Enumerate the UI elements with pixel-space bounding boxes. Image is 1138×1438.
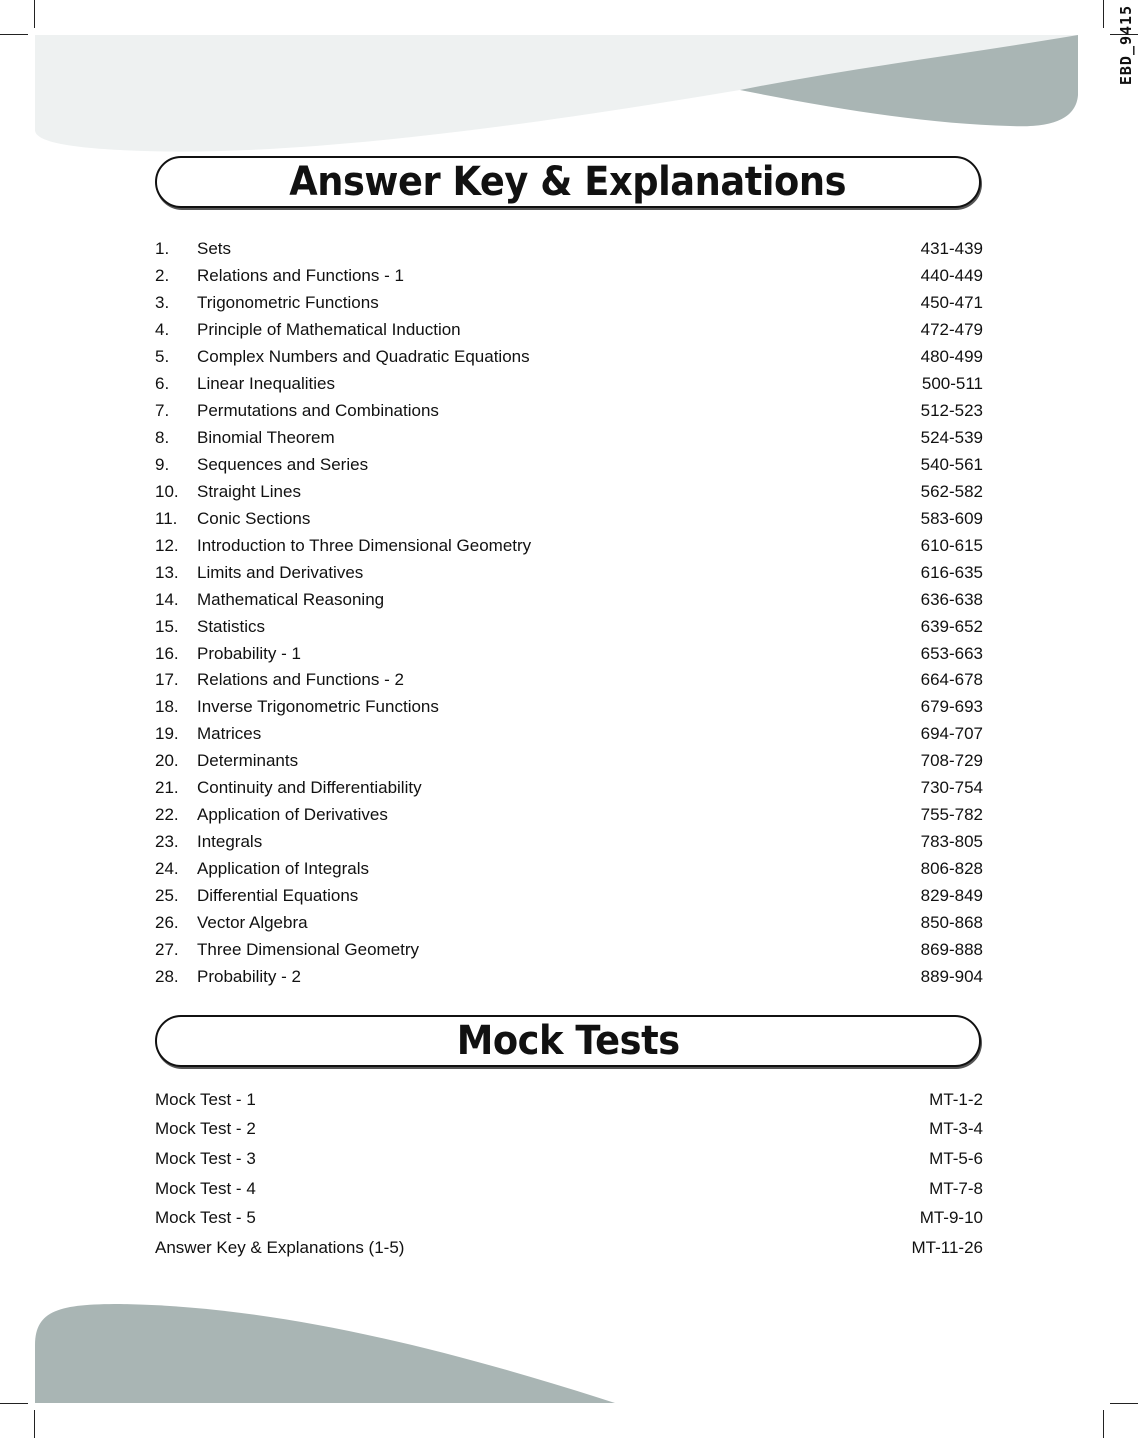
- entry-title: Linear Inequalities: [197, 374, 335, 394]
- entry-title: Mock Test - 2: [155, 1119, 256, 1139]
- entry-title: Mathematical Reasoning: [197, 589, 385, 609]
- toc-entry[interactable]: [155, 640, 983, 667]
- entry-pages: MT-3-4: [929, 1119, 983, 1139]
- mock-test-entry[interactable]: [155, 1203, 983, 1233]
- entry-pages: 616-635: [920, 562, 983, 582]
- toc-entry[interactable]: [155, 290, 983, 317]
- toc-entry[interactable]: [155, 613, 983, 640]
- toc-entry[interactable]: [155, 532, 983, 559]
- section-heading: Mock Tests: [456, 1018, 680, 1064]
- entry-title: Inverse Trigonometric Functions: [197, 697, 439, 717]
- entry-number: 5.: [155, 347, 170, 367]
- mock-tests-banner: [155, 1015, 981, 1067]
- entry-number: 3.: [155, 293, 170, 313]
- entry-pages: 500-511: [921, 374, 983, 394]
- entry-title: Continuity and Differentiability: [197, 778, 422, 798]
- entry-pages: 440-449: [920, 266, 983, 286]
- entry-title: Relations and Functions - 2: [197, 670, 404, 690]
- crop-mark: [1103, 1410, 1104, 1438]
- entry-number: 16.: [155, 643, 179, 663]
- entry-title: Determinants: [197, 751, 299, 771]
- mock-test-entry[interactable]: [155, 1174, 983, 1204]
- entry-number: 15.: [155, 616, 179, 636]
- entry-title: Limits and Derivatives: [197, 562, 364, 582]
- entry-number: 17.: [155, 670, 179, 690]
- entry-number: 4.: [155, 320, 170, 340]
- entry-number: 14.: [155, 589, 179, 609]
- entry-title: Straight Lines: [197, 481, 301, 501]
- entry-pages: 524-539: [920, 428, 983, 448]
- entry-pages: 755-782: [920, 805, 983, 825]
- entry-number: 27.: [155, 939, 179, 959]
- toc-entry[interactable]: [155, 748, 983, 775]
- entry-number: 11.: [155, 508, 178, 528]
- entry-pages: 583-609: [920, 508, 983, 528]
- entry-pages: 679-693: [920, 697, 983, 717]
- entry-title: Mock Test - 4: [155, 1178, 256, 1198]
- entry-pages: 730-754: [920, 778, 983, 798]
- entry-title: Integrals: [197, 832, 263, 852]
- toc-entry[interactable]: [155, 909, 983, 936]
- entry-number: 13.: [155, 562, 179, 582]
- entry-pages: 829-849: [920, 885, 983, 905]
- toc-entry[interactable]: [155, 856, 983, 883]
- entry-pages: 889-904: [920, 966, 983, 986]
- mock-test-entry[interactable]: [155, 1144, 983, 1174]
- entry-pages: 610-615: [920, 535, 983, 555]
- entry-number: 24.: [155, 859, 179, 879]
- crop-mark: [34, 0, 35, 28]
- answer-key-toc: [155, 236, 983, 990]
- entry-number: 10.: [155, 481, 179, 501]
- toc-entry[interactable]: [155, 586, 983, 613]
- entry-number: 21.: [155, 778, 179, 798]
- entry-number: 12.: [155, 535, 179, 555]
- entry-title: Application of Derivatives: [197, 805, 388, 825]
- entry-number: 2.: [155, 266, 170, 286]
- entry-title: Relations and Functions - 1: [197, 266, 404, 286]
- entry-pages: 472-479: [920, 320, 983, 340]
- toc-entry[interactable]: [155, 344, 983, 371]
- toc-entry[interactable]: [155, 802, 983, 829]
- entry-number: 26.: [155, 912, 179, 932]
- crop-mark: [0, 1403, 28, 1404]
- entry-number: 6.: [155, 374, 170, 394]
- toc-entry[interactable]: [155, 829, 983, 856]
- entry-title: Matrices: [197, 724, 262, 744]
- entry-pages: 806-828: [920, 859, 983, 879]
- entry-pages: MT-9-10: [919, 1208, 983, 1228]
- entry-pages: 431-439: [920, 239, 983, 259]
- entry-number: 8.: [155, 428, 170, 448]
- mock-tests-toc: [155, 1085, 983, 1263]
- entry-title: Mock Test - 3: [155, 1148, 256, 1168]
- entry-title: Introduction to Three Dimensional Geometry: [197, 535, 532, 555]
- entry-pages: 562-582: [920, 481, 983, 501]
- entry-pages: 540-561: [920, 454, 983, 474]
- entry-number: 20.: [155, 751, 179, 771]
- entry-pages: MT-7-8: [929, 1178, 983, 1198]
- entry-pages: 850-868: [920, 912, 983, 932]
- mock-test-entry[interactable]: [155, 1115, 983, 1145]
- entry-number: 7.: [155, 401, 170, 421]
- entry-title: Trigonometric Functions: [197, 293, 379, 313]
- entry-pages: 639-652: [920, 616, 983, 636]
- toc-entry[interactable]: [155, 775, 983, 802]
- toc-entry[interactable]: [155, 452, 983, 479]
- entry-pages: 480-499: [920, 347, 983, 367]
- crop-mark: [1110, 1403, 1138, 1404]
- crop-mark: [0, 34, 28, 35]
- answer-key-banner: [155, 156, 981, 208]
- toc-entry[interactable]: [155, 505, 983, 532]
- entry-title: Three Dimensional Geometry: [197, 939, 420, 959]
- document-code: EBD_9415: [1117, 4, 1135, 86]
- entry-pages: 708-729: [920, 751, 983, 771]
- entry-pages: MT-1-2: [929, 1089, 983, 1109]
- entry-number: 23.: [155, 832, 179, 852]
- toc-entry[interactable]: [155, 883, 983, 910]
- section-heading: Answer Key & Explanations: [289, 159, 847, 205]
- toc-entry[interactable]: [155, 398, 983, 425]
- toc-entry[interactable]: [155, 371, 983, 398]
- entry-pages: 664-678: [920, 670, 983, 690]
- entry-title: Probability - 2: [197, 966, 301, 986]
- entry-title: Application of Integrals: [197, 859, 369, 879]
- entry-pages: 636-638: [920, 589, 983, 609]
- toc-entry[interactable]: [155, 667, 983, 694]
- mock-test-entry[interactable]: [155, 1233, 983, 1263]
- entry-title: Complex Numbers and Quadratic Equations: [197, 347, 530, 367]
- toc-entry[interactable]: [155, 694, 983, 721]
- crop-mark: [1103, 0, 1104, 28]
- entry-pages: 512-523: [920, 401, 983, 421]
- toc-entry[interactable]: [155, 263, 983, 290]
- entry-pages: 783-805: [920, 832, 983, 852]
- entry-title: Probability - 1: [197, 643, 301, 663]
- toc-entry[interactable]: [155, 963, 983, 990]
- entry-pages: MT-11-26: [911, 1237, 983, 1257]
- entry-pages: 869-888: [920, 939, 983, 959]
- entry-title: Principle of Mathematical Induction: [197, 320, 461, 340]
- crop-mark: [34, 1410, 35, 1438]
- entry-title: Sets: [197, 239, 232, 259]
- entry-number: 28.: [155, 966, 179, 986]
- entry-title: Answer Key & Explanations (1-5): [155, 1237, 405, 1257]
- entry-pages: 450-471: [920, 293, 983, 313]
- entry-title: Permutations and Combinations: [197, 401, 439, 421]
- entry-number: 1.: [155, 239, 170, 259]
- toc-entry[interactable]: [155, 236, 983, 263]
- entry-number: 9.: [155, 454, 170, 474]
- entry-title: Binomial Theorem: [197, 428, 335, 448]
- toc-entry[interactable]: [155, 317, 983, 344]
- entry-title: Mock Test - 5: [155, 1208, 256, 1228]
- toc-entry[interactable]: [155, 478, 983, 505]
- entry-pages: MT-5-6: [929, 1148, 983, 1168]
- entry-title: Vector Algebra: [197, 912, 308, 932]
- entry-title: Statistics: [197, 616, 266, 636]
- entry-number: 19.: [155, 724, 179, 744]
- toc-entry[interactable]: [155, 425, 983, 452]
- entry-title: Mock Test - 1: [155, 1089, 256, 1109]
- entry-pages: 694-707: [920, 724, 983, 744]
- entry-number: 18.: [155, 697, 179, 717]
- entry-number: 25.: [155, 885, 179, 905]
- toc-entry[interactable]: [155, 936, 983, 963]
- entry-title: Conic Sections: [197, 508, 311, 528]
- toc-entry[interactable]: [155, 721, 983, 748]
- mock-test-entry[interactable]: [155, 1085, 983, 1115]
- entry-title: Sequences and Series: [197, 454, 369, 474]
- entry-pages: 653-663: [920, 643, 983, 663]
- entry-number: 22.: [155, 805, 179, 825]
- toc-entry[interactable]: [155, 559, 983, 586]
- entry-title: Differential Equations: [197, 885, 359, 905]
